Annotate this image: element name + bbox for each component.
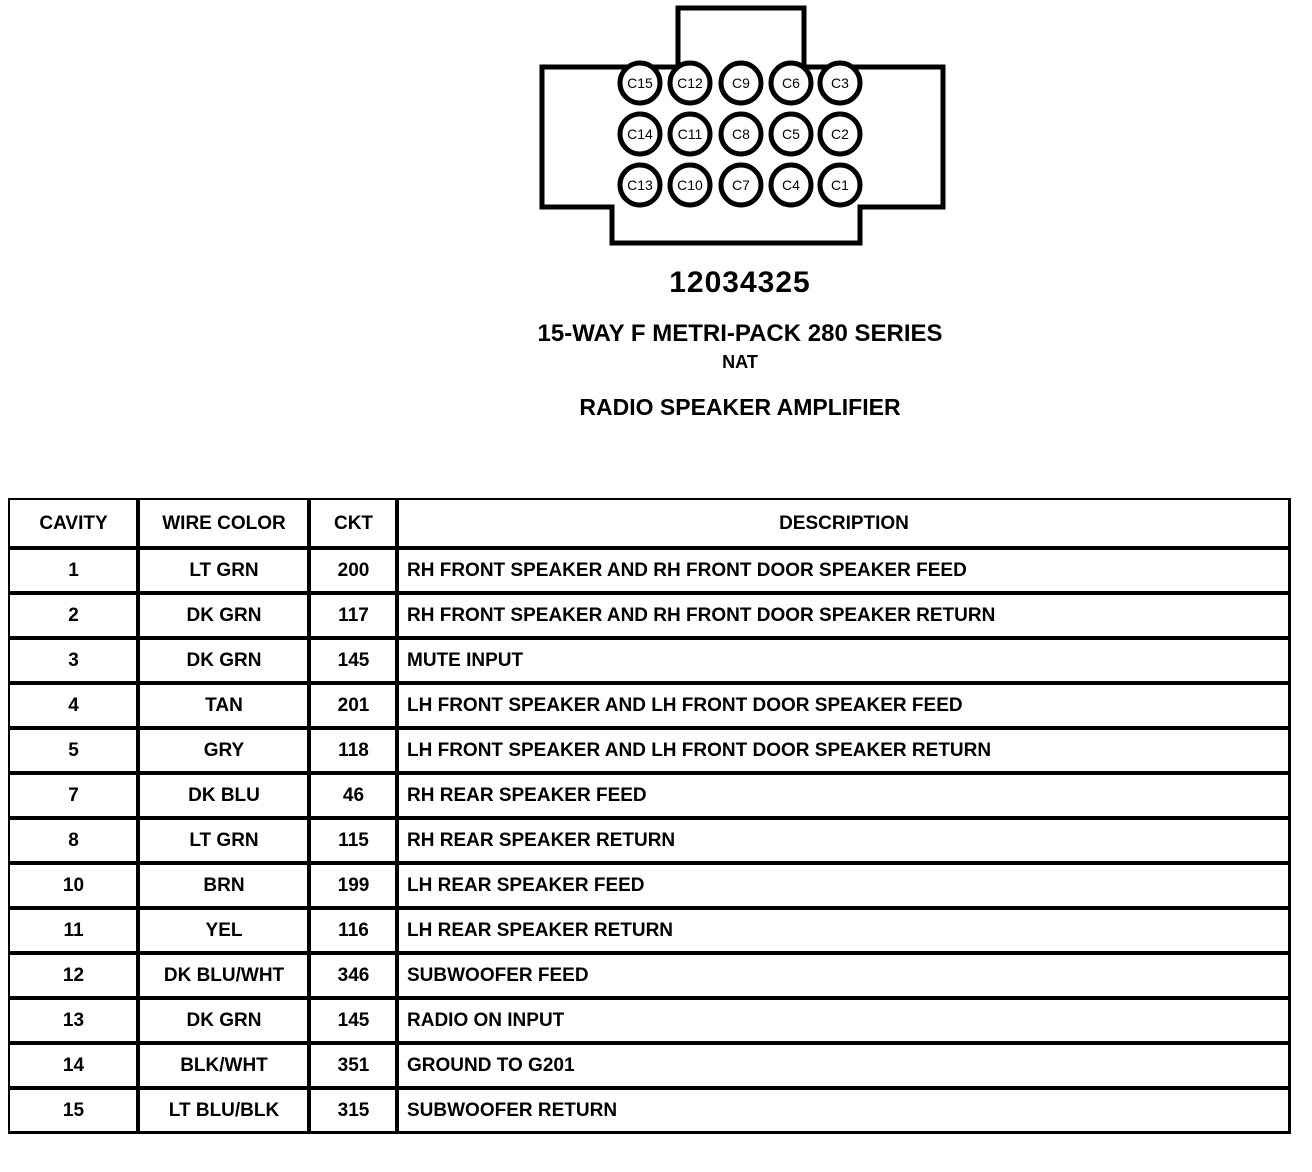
cavity-label: C13 — [627, 177, 653, 193]
cell-wire-color: LT BLU/BLK — [140, 1090, 311, 1132]
cell-description: LH FRONT SPEAKER AND LH FRONT DOOR SPEAKER FEED — [399, 685, 1289, 730]
cell-ckt: 46 — [311, 775, 399, 820]
cavity-c5 — [771, 114, 811, 154]
cell-cavity: 1 — [10, 550, 140, 595]
connector-face-diagram — [0, 0, 1312, 260]
cell-ckt: 351 — [311, 1045, 399, 1090]
table-row — [10, 1090, 1289, 1132]
cell-cavity: 5 — [10, 730, 140, 775]
cavity-c9 — [721, 63, 761, 103]
cell-cavity: 3 — [10, 640, 140, 685]
header-cavity: CAVITY — [10, 500, 140, 550]
cell-ckt: 145 — [311, 640, 399, 685]
cell-wire-color: DK GRN — [140, 1000, 311, 1045]
cell-wire-color: TAN — [140, 685, 311, 730]
cell-ckt: 118 — [311, 730, 399, 775]
cell-description: LH FRONT SPEAKER AND LH FRONT DOOR SPEAKER RETURN — [399, 730, 1289, 775]
table-row — [10, 595, 1289, 640]
pinout-table — [8, 498, 1291, 1134]
cell-ckt: 199 — [311, 865, 399, 910]
table-row — [10, 865, 1289, 910]
cavity-label: C7 — [732, 177, 750, 193]
cavity-label: C6 — [782, 75, 800, 91]
header-wire-color: WIRE COLOR — [140, 500, 311, 550]
component-name: RADIO SPEAKER AMPLIFIER — [579, 394, 901, 420]
cell-description: RH REAR SPEAKER RETURN — [399, 820, 1289, 865]
cell-ckt: 200 — [311, 550, 399, 595]
table-row — [10, 640, 1289, 685]
cell-cavity: 15 — [10, 1090, 140, 1132]
cell-wire-color: DK BLU — [140, 775, 311, 820]
cavity-label: C1 — [831, 177, 849, 193]
cell-ckt: 315 — [311, 1090, 399, 1132]
connector-color: NAT — [722, 352, 758, 372]
cell-wire-color: LT GRN — [140, 550, 311, 595]
cell-cavity: 10 — [10, 865, 140, 910]
cell-ckt: 201 — [311, 685, 399, 730]
cell-wire-color: DK GRN — [140, 640, 311, 685]
cavity-label: C8 — [732, 126, 750, 142]
cavity-c12 — [670, 63, 710, 103]
cell-wire-color: BLK/WHT — [140, 1045, 311, 1090]
cell-cavity: 4 — [10, 685, 140, 730]
cell-cavity: 14 — [10, 1045, 140, 1090]
connector-series: 15-WAY F METRI-PACK 280 SERIES — [537, 320, 943, 347]
cavity-c6 — [771, 63, 811, 103]
cell-description: RH REAR SPEAKER FEED — [399, 775, 1289, 820]
cell-wire-color: DK GRN — [140, 595, 311, 640]
cavity-c7 — [721, 165, 761, 205]
cell-wire-color: GRY — [140, 730, 311, 775]
cell-description: LH REAR SPEAKER RETURN — [399, 910, 1289, 955]
cell-wire-color: LT GRN — [140, 820, 311, 865]
cell-description: GROUND TO G201 — [399, 1045, 1289, 1090]
cavity-label: C14 — [627, 126, 653, 142]
table-row — [10, 910, 1289, 955]
cavity-label: C4 — [782, 177, 800, 193]
part-number: 12034325 — [669, 266, 811, 299]
cavity-label: C3 — [831, 75, 849, 91]
cavity-label: C2 — [831, 126, 849, 142]
table-row — [10, 685, 1289, 730]
cavity-label: C12 — [677, 75, 703, 91]
cell-cavity: 2 — [10, 595, 140, 640]
cavity-c3 — [820, 63, 860, 103]
cavity-c10 — [670, 165, 710, 205]
cell-description: RH FRONT SPEAKER AND RH FRONT DOOR SPEAKER FEED — [399, 550, 1289, 595]
cavity-label: C15 — [627, 75, 653, 91]
table-row — [10, 730, 1289, 775]
cell-description: MUTE INPUT — [399, 640, 1289, 685]
cell-ckt: 346 — [311, 955, 399, 1000]
cavity-c1 — [820, 165, 860, 205]
cell-ckt: 145 — [311, 1000, 399, 1045]
cell-cavity: 13 — [10, 1000, 140, 1045]
header-description: DESCRIPTION — [399, 500, 1289, 550]
cell-cavity: 8 — [10, 820, 140, 865]
cell-cavity: 11 — [10, 910, 140, 955]
cell-cavity: 12 — [10, 955, 140, 1000]
cell-description: RH FRONT SPEAKER AND RH FRONT DOOR SPEAKER RETURN — [399, 595, 1289, 640]
cell-description: LH REAR SPEAKER FEED — [399, 865, 1289, 910]
cavity-c11 — [670, 114, 710, 154]
table-row — [10, 1000, 1289, 1045]
cell-description: SUBWOOFER RETURN — [399, 1090, 1289, 1132]
cell-wire-color: YEL — [140, 910, 311, 955]
table-row — [10, 955, 1289, 1000]
cavity-c13 — [620, 165, 660, 205]
header-ckt: CKT — [311, 500, 399, 550]
cell-ckt: 116 — [311, 910, 399, 955]
cavity-grid — [620, 63, 860, 205]
cell-cavity: 7 — [10, 775, 140, 820]
cavity-c2 — [820, 114, 860, 154]
cell-wire-color: BRN — [140, 865, 311, 910]
cell-description: SUBWOOFER FEED — [399, 955, 1289, 1000]
table-row — [10, 550, 1289, 595]
table-header-row — [10, 500, 1289, 550]
table-row — [10, 775, 1289, 820]
cavity-label: C9 — [732, 75, 750, 91]
cell-ckt: 115 — [311, 820, 399, 865]
cavity-c4 — [771, 165, 811, 205]
cell-ckt: 117 — [311, 595, 399, 640]
cavity-label: C5 — [782, 126, 800, 142]
cavity-label: C10 — [677, 177, 703, 193]
cavity-c15 — [620, 63, 660, 103]
cavity-c8 — [721, 114, 761, 154]
cell-wire-color: DK BLU/WHT — [140, 955, 311, 1000]
table-body — [10, 550, 1289, 1132]
cavity-c14 — [620, 114, 660, 154]
table-row — [10, 820, 1289, 865]
cell-description: RADIO ON INPUT — [399, 1000, 1289, 1045]
table-row — [10, 1045, 1289, 1090]
cavity-label: C11 — [677, 126, 703, 142]
